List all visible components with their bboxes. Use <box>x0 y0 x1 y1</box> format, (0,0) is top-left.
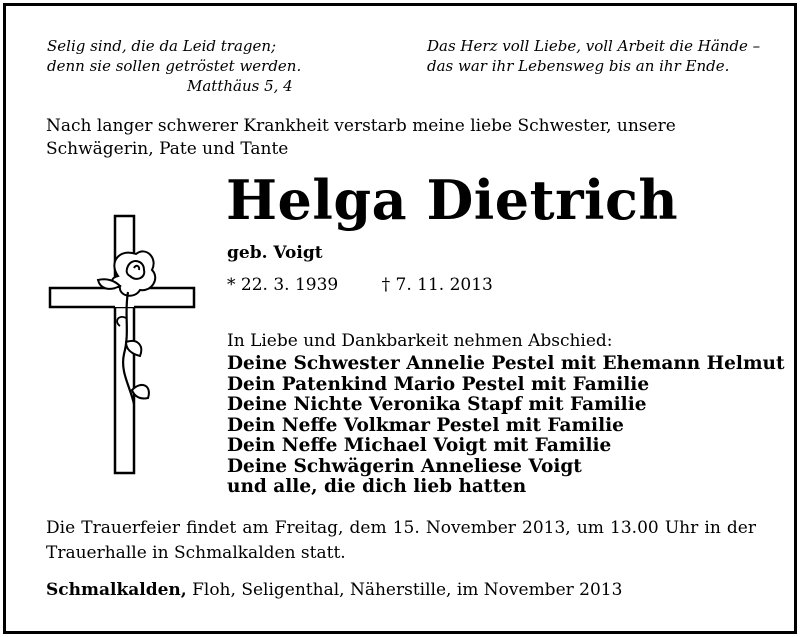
birth-date: * 22. 3. 1939 <box>227 275 339 295</box>
place-primary: Schmalkalden, <box>46 580 187 600</box>
death-date: † 7. 11. 2013 <box>381 275 493 295</box>
service-text: Die Trauerfeier findet am Freitag, dem 15. November 2013, um 13.00 Uhr in der Trauerhalle in Schmalkalden statt. <box>46 518 756 563</box>
mourner-line: Deine Schwägerin Anneliese Voigt <box>227 455 582 477</box>
maiden-name: geb. Voigt <box>227 243 323 263</box>
quote-line: Das Herz voll Liebe, voll Arbeit die Hände – <box>427 37 761 55</box>
intro-text: Nach langer schwerer Krankheit verstarb meine liebe Schwester, unsere Schwägerin, Pate und Tante <box>46 116 676 159</box>
mourner-line: Deine Nichte Veronika Stapf mit Familie <box>227 394 647 415</box>
life-dates <box>227 275 493 295</box>
mourner-line: Dein Patenkind Mario Pestel mit Familie <box>227 373 650 395</box>
mourner-line: Deine Schwester Annelie Pestel mit Ehemann Helmut <box>227 353 785 374</box>
cross-with-rose-icon <box>48 214 198 476</box>
verse-line: Selig sind, die da Leid tragen; <box>47 37 277 55</box>
deceased-name: Helga Dietrich <box>226 168 679 232</box>
quote-line: das war ihr Lebensweg bis an ihr Ende. <box>427 57 730 75</box>
verse-reference: Matthäus 5, 4 <box>187 77 293 95</box>
mourners-list <box>227 354 785 498</box>
mourner-line: Dein Neffe Volkmar Pestel mit Familie <box>227 414 624 436</box>
farewell-text: In Liebe und Dankbarkeit nehmen Abschied: <box>227 331 613 351</box>
place-rest: Floh, Seligenthal, Näherstille, im November 2013 <box>186 580 623 600</box>
memorial-quote <box>427 36 760 76</box>
verse-line: denn sie sollen getröstet werden. <box>47 57 302 75</box>
bible-verse <box>47 36 301 96</box>
places-line <box>46 580 622 600</box>
mourner-line: Dein Neffe Michael Voigt mit Familie <box>227 435 612 456</box>
mourner-line: und alle, die dich lieb hatten <box>227 476 527 497</box>
